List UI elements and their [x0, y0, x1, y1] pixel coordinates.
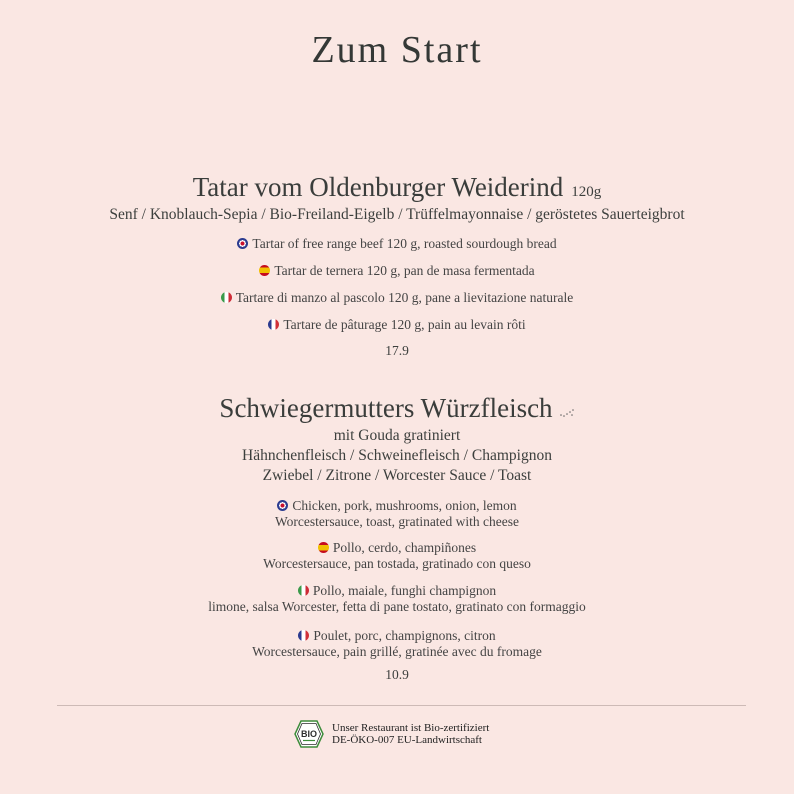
dish-description-line: Hähnchenfleisch / Schweinefleisch / Champignon	[242, 447, 552, 464]
dish-weight: 120g	[571, 184, 602, 200]
dish-description-line: mit Gouda gratiniert	[333, 427, 461, 444]
dish-title: Tatar vom Oldenburger Weiderind	[192, 172, 564, 202]
translation-fr	[0, 628, 794, 660]
translation-text: limone, salsa Worcester, fetta di pane tostato, gratinato con formaggio	[208, 599, 586, 614]
spain-flag-icon	[259, 265, 270, 276]
footer-line: DE-ÖKO-007 EU-Landwirtschaft	[332, 734, 482, 746]
translation-it	[0, 583, 794, 615]
france-flag-icon	[298, 630, 309, 641]
page-title: Zum Start	[311, 29, 483, 71]
dish-tatar	[0, 170, 794, 225]
dish-header	[0, 391, 794, 425]
translation-text: Poulet, porc, champignons, citron	[313, 628, 496, 643]
translation-text: Worcestersauce, pain grillé, gratinée avec du fromage	[252, 644, 542, 659]
bio-seal-text: BIO	[300, 729, 318, 739]
dish-price: 17.9	[385, 343, 409, 358]
dish-wuerzfleisch	[0, 391, 794, 486]
translation-text: Chicken, pork, mushrooms, onion, lemon	[292, 498, 517, 513]
dish-description: Senf / Knoblauch-Sepia / Bio-Freiland-Eigelb / Trüffelmayonnaise / geröstetes Sauerteigbrot	[109, 206, 685, 223]
uk-flag-icon	[237, 238, 248, 249]
italy-flag-icon	[221, 292, 232, 303]
france-flag-icon	[268, 319, 279, 330]
translation-es	[0, 263, 794, 279]
italy-flag-icon	[298, 585, 309, 596]
uk-flag-icon	[277, 500, 288, 511]
dish-price: 10.9	[385, 667, 409, 682]
translation-es	[0, 540, 794, 572]
translation-en	[0, 498, 794, 530]
translation-text: Worcestersauce, pan tostada, gratinado con queso	[263, 556, 531, 571]
footer	[294, 720, 489, 748]
sparkle-dots-icon	[559, 408, 575, 418]
translation-text: Pollo, cerdo, champiñones	[332, 540, 477, 555]
translation-text: Tartare di manzo al pascolo 120 g, pane a lievitazione naturale	[235, 290, 574, 305]
bio-seal-icon	[294, 720, 324, 748]
translation-text: Tartar of free range beef 120 g, roasted sourdough bread	[252, 236, 557, 251]
dish-title: Schwiegermutters Würzfleisch	[219, 393, 553, 423]
translation-fr	[0, 317, 794, 333]
translation-it	[0, 290, 794, 306]
translation-en	[0, 236, 794, 252]
footer-text	[332, 722, 489, 746]
translation-text: Tartar de ternera 120 g, pan de masa fermentada	[274, 263, 535, 278]
footer-line: Unser Restaurant ist Bio-zertifiziert	[332, 722, 490, 734]
footer-divider	[57, 705, 746, 706]
dish-header	[0, 170, 794, 204]
spain-flag-icon	[318, 542, 329, 553]
translation-text: Worcestersauce, toast, gratinated with cheese	[274, 514, 520, 529]
dish-description-line: Zwiebel / Zitrone / Worcester Sauce / Toast	[262, 467, 532, 484]
translation-text: Tartare de pâturage 120 g, pain au levain rôti	[283, 317, 526, 332]
translation-text: Pollo, maiale, funghi champignon	[312, 583, 497, 598]
